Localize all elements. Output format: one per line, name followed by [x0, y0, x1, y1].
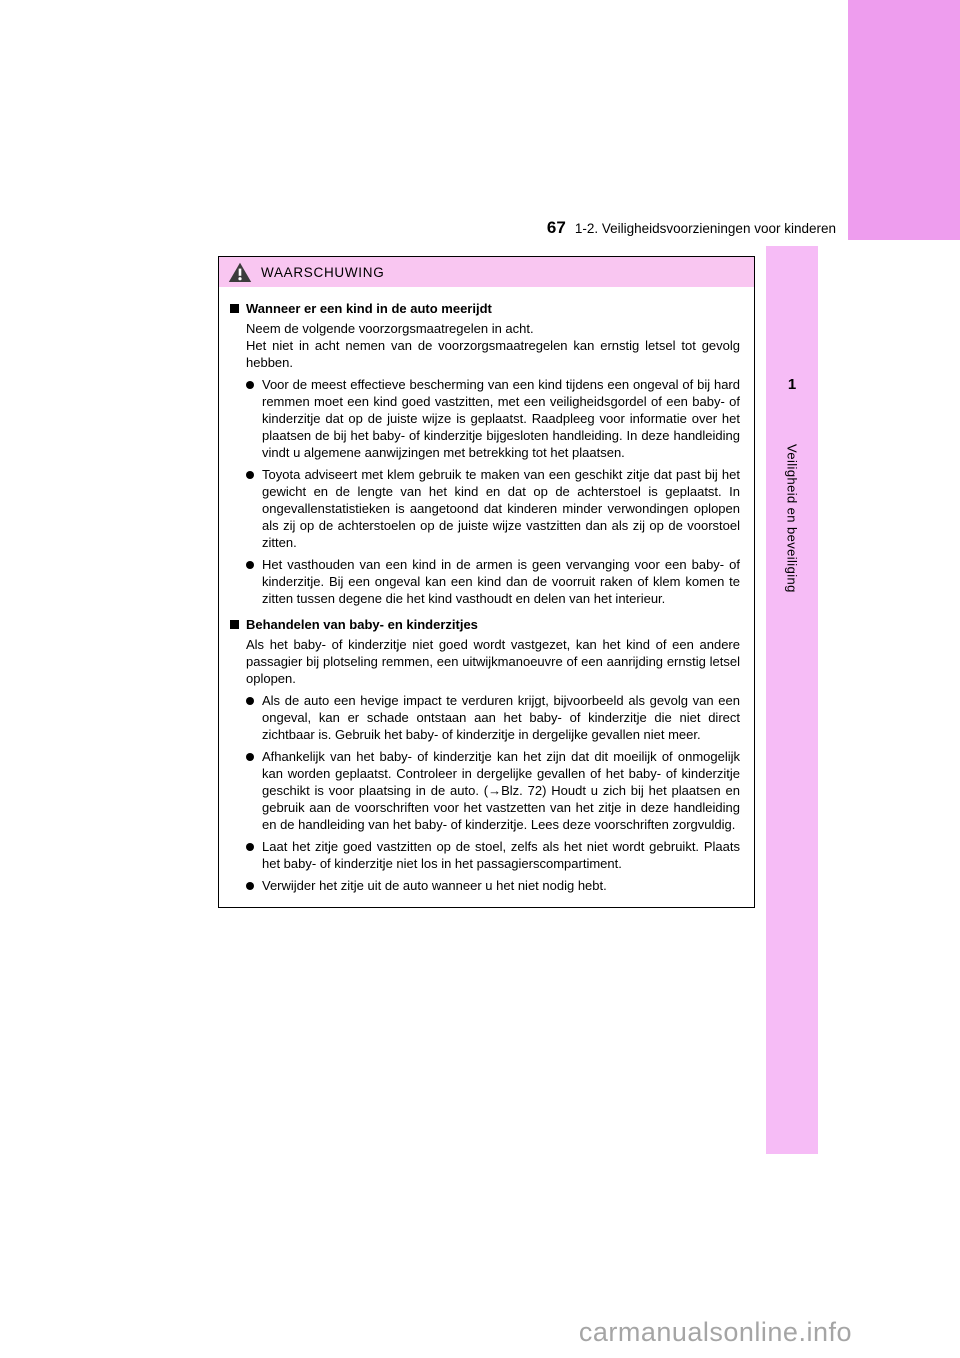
chapter-number: 1: [787, 376, 797, 393]
corner-accent-block: [848, 0, 960, 240]
warning-bullet-item: [246, 748, 740, 833]
warning-header: [219, 257, 754, 287]
circle-bullet-icon: [246, 843, 254, 851]
circle-bullet-icon: [246, 471, 254, 479]
warning-section-heading: [230, 616, 740, 633]
warning-bullet-text: Afhankelijk van het baby- of kinderzitje kan het zijn dat dit moeilijk of onmogelijk kan worden geplaatst. Controleer in dergelijke gevallen of het baby- of kinderzitje geschikt is voor plaatsing in de auto. (→Blz. 72) Houdt u zich bij het plaatsen en gebruik aan de voorschriften voor het vastzetten van het zitje in deze handleiding en de handleiding van het baby- of kinderzitje. Lees deze voorschriften zorgvuldig.: [262, 749, 740, 832]
circle-bullet-icon: [246, 561, 254, 569]
warning-bullet-text: Laat het zitje goed vastzitten op de stoel, zelfs als het niet wordt gebruikt. Plaats het baby- of kinderzitje niet los in het passagierscompartiment.: [262, 839, 740, 871]
chapter-tab-strip: [766, 246, 818, 1154]
warning-triangle-icon: [228, 262, 252, 283]
warning-bullet-item: [246, 877, 740, 894]
circle-bullet-icon: [246, 697, 254, 705]
page-header: [547, 218, 836, 238]
warning-section-heading: [230, 300, 740, 317]
warning-section-intro: [246, 320, 740, 371]
warning-bullet-item: [246, 838, 740, 872]
warning-bullet-item: [246, 556, 740, 607]
circle-bullet-icon: [246, 753, 254, 761]
intro-line: Het niet in acht nemen van de voorzorgsmaatregelen kan ernstig letsel tot gevolg hebben.: [246, 338, 740, 370]
section-title: 1-2. Veiligheidsvoorzieningen voor kinderen: [574, 221, 836, 236]
circle-bullet-icon: [246, 882, 254, 890]
warning-bullet-text: Voor de meest effectieve bescherming van een kind tijdens een ongeval of bij hard remmen moet een kind goed vastzitten, met een veiligheidsgordel of een baby- of kinderzitje dat op de juiste wijze is geplaatst. Raadpleeg voor informatie over het plaatsen de bij het baby- of kinderzitje bijgesloten handleiding. In deze handleiding vindt u algemene aanwijzingen met betrekking tot het plaatsen.: [262, 377, 740, 460]
warning-bullet-item: [246, 466, 740, 551]
circle-bullet-icon: [246, 381, 254, 389]
warning-box: [218, 256, 755, 908]
warning-bullet-text: Toyota adviseert met klem gebruik te maken van een geschikt zitje dat past bij het gewicht en de lengte van het kind en dat op de achterstoel is geplaatst. In ongevallenstatistieken is aangetoond dat kinderen minder verwondingen oplopen als zij op de achterstoelen op de juiste wijze vastzitten dan als zij op de voorstoel zitten.: [262, 467, 740, 550]
intro-line: Als het baby- of kinderzitje niet goed wordt vastgezet, kan het kind of een andere passagier bij plotseling remmen, een uitwijkmanoeuvre of een aanrijding ernstig letsel oplopen.: [246, 637, 740, 686]
square-bullet-icon: [230, 620, 239, 629]
page-number: 67: [546, 218, 566, 237]
warning-section-intro: [246, 636, 740, 687]
warning-section-heading-text: Wanneer er een kind in de auto meerijdt: [246, 301, 492, 316]
intro-line: Neem de volgende voorzorgsmaatregelen in acht.: [246, 321, 534, 336]
square-bullet-icon: [230, 304, 239, 313]
warning-bullet-text: Het vasthouden van een kind in de armen is geen vervanging voor een baby- of kinderzitje. Bij een ongeval kan een kind dan de voorruit raken of klem komen te zitten tussen degene die het kind vasthoudt en delen van het interieur.: [262, 557, 740, 606]
warning-bullet-item: [246, 376, 740, 461]
warning-bullet-item: [246, 692, 740, 743]
warning-title: WAARSCHUWING: [261, 264, 385, 280]
warning-section-heading-text: Behandelen van baby- en kinderzitjes: [246, 617, 478, 632]
warning-body: [219, 287, 754, 907]
warning-bullet-text: Verwijder het zitje uit de auto wanneer u het niet nodig hebt.: [262, 878, 607, 893]
chapter-title-vertical: Veiligheid en beveiliging: [784, 444, 800, 593]
warning-bullet-text: Als de auto een hevige impact te verduren krijgt, bijvoorbeeld als gevolg van een ongeval, kan er schade ontstaan aan het baby- of kinderzitje die niet direct zichtbaar is. Gebruik het baby- of kinderzitje in dergelijke gevallen niet meer.: [262, 693, 740, 742]
watermark: carmanualsonline.info: [578, 1317, 852, 1347]
